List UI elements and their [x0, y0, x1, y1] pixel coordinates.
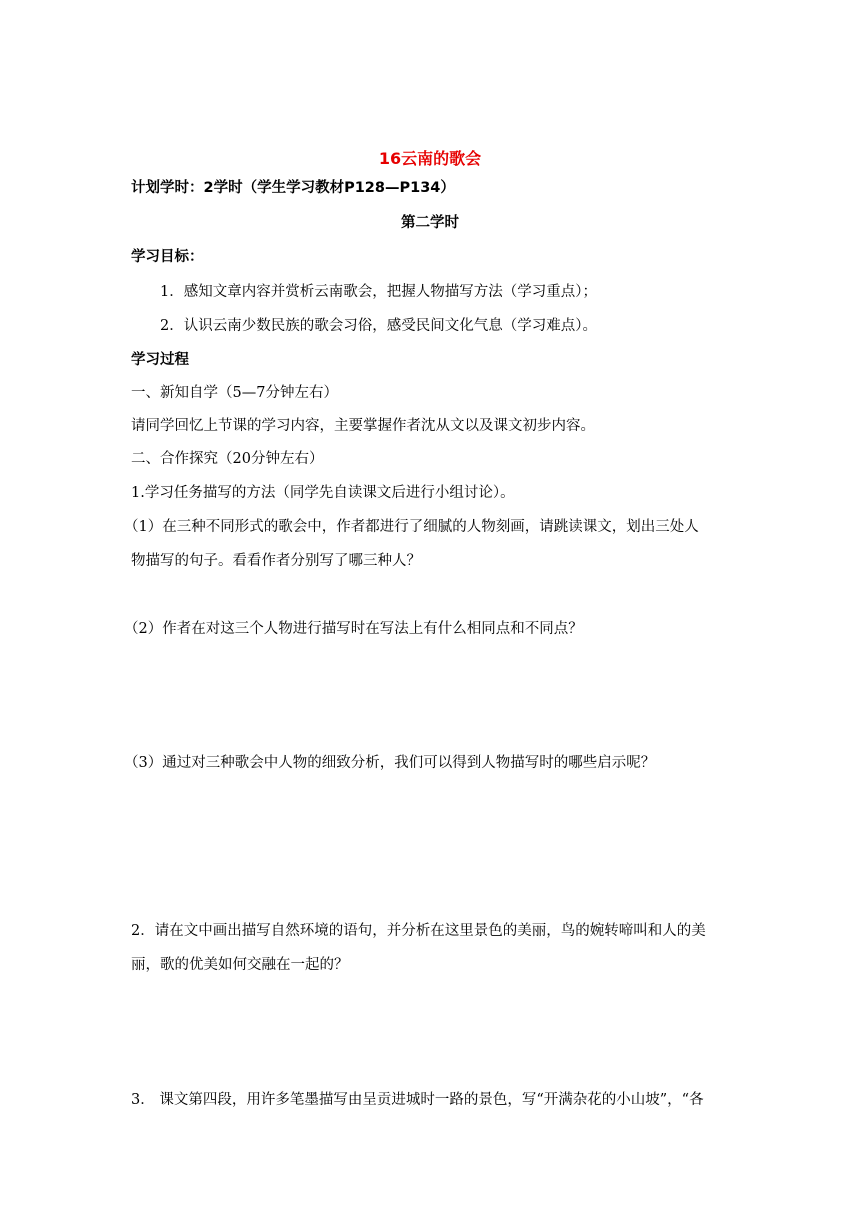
task2-line-2: 丽，歌的优美如何交融在一起的？: [131, 957, 349, 973]
plan-hours: 计划学时：2学时（学生学习教材P128—P134）: [131, 180, 455, 196]
document-title: 16云南的歌会: [378, 149, 482, 168]
question-3: （3）通过对三种歌会中人物的细致分析，我们可以得到人物描写时的哪些启示呢？: [124, 755, 656, 771]
goal-item-2: 2．认识云南少数民族的歌会习俗，感受民间文化气息（学习难点）。: [160, 318, 597, 334]
session-heading: 第二学时: [401, 215, 459, 231]
task3-line-1: 3． 课文第四段，用许多笔墨描写由呈贡进城时一路的景色，写“开满杂花的小山坡”，“各: [131, 1092, 704, 1108]
task1-text: 1.学习任务描写的方法（同学先自读课文后进行小组讨论）。: [131, 485, 515, 501]
question-1-line-2: 物描写的句子。看看作者分别写了哪三种人？: [131, 553, 421, 569]
process-heading: 学习过程: [131, 352, 189, 368]
question-1-line-1: （1）在三种不同形式的歌会中，作者都进行了细腻的人物刻画，请跳读课文，划出三处人: [124, 519, 699, 535]
question-2: （2）作者在对这三个人物进行描写时在写法上有什么相同点和不同点？: [124, 621, 583, 637]
goals-heading: 学习目标：: [131, 249, 204, 265]
goal-item-1: 1．感知文章内容并赏析云南歌会，把握人物描写方法（学习重点）；: [160, 284, 597, 300]
section1-heading: 一、新知自学（5—7分钟左右）: [131, 385, 338, 401]
task2-line-1: 2．请在文中画出描写自然环境的语句，并分析在这里景色的美丽，鸟的婉转啼叫和人的美: [131, 923, 706, 939]
section2-heading: 二、合作探究（20分钟左右）: [131, 451, 324, 467]
section1-text: 请同学回忆上节课的学习内容，主要掌握作者沈从文以及课文初步内容。: [131, 418, 595, 434]
